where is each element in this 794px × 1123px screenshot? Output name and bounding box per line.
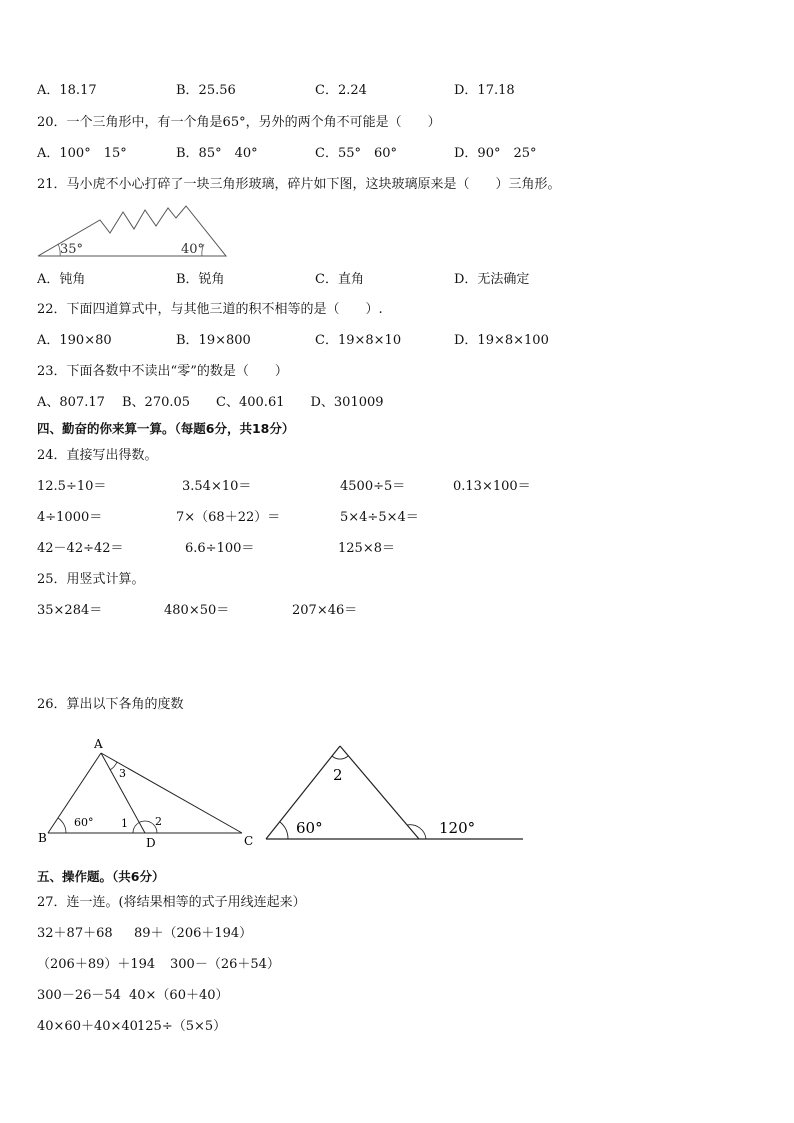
q20-option-d: D．90° 25° — [454, 146, 537, 161]
q26-point-b: B — [38, 831, 47, 845]
q24-item: 5×4÷5×4＝ — [340, 510, 419, 525]
q22-option-a: A．190×80 — [37, 333, 112, 348]
q19-option-c: C．2.24 — [315, 83, 367, 98]
q21-option-b: B．锐角 — [176, 272, 225, 287]
q21-option-a: A．钝角 — [37, 272, 86, 287]
q25-item: 207×46＝ — [292, 603, 358, 618]
q26-angle-b-label: 60° — [74, 816, 94, 829]
q26-figure2-angle-2-label: 2 — [333, 766, 343, 784]
q20-option-b: B．85° 40° — [176, 146, 258, 161]
q26-angle-1-label: 1 — [121, 817, 128, 830]
q27-right-expression: 125÷（5×5） — [137, 1019, 227, 1034]
q20-question: 20．一个三角形中，有一个角是65°，另外的两个角不可能是（ ） — [37, 115, 441, 130]
q24-item: 4÷1000＝ — [37, 510, 103, 525]
q27-left-expression: 300－26－54 — [37, 988, 121, 1003]
q26-angle-2-label: 2 — [155, 815, 162, 828]
q24-item: 125×8＝ — [338, 541, 395, 556]
q22-option-d: D．19×8×100 — [454, 333, 549, 348]
q25-question: 25．用竖式计算。 — [37, 572, 145, 587]
q21-left-angle-label: 35° — [60, 242, 84, 257]
section-5-heading: 五、操作题。（共6分） — [37, 869, 165, 884]
q22-question: 22．下面四道算式中，与其他三道的积不相等的是（ ）. — [37, 302, 383, 317]
q24-item: 0.13×100＝ — [453, 479, 531, 494]
q26-figure2-left-angle-label: 60° — [296, 819, 323, 837]
q26-point-a: A — [94, 737, 103, 751]
q26-figure2-exterior-angle-label: 120° — [439, 819, 476, 837]
q21-right-angle-label: 40° — [181, 242, 205, 257]
q20-option-c: C．55° 60° — [315, 146, 398, 161]
q27-left-expression: 40×60＋40×40 — [37, 1019, 138, 1034]
section-4-heading: 四、勤奋的你来算一算。（每题6分，共18分） — [37, 421, 295, 436]
q26-angle-3-label: 3 — [119, 767, 126, 780]
q25-item: 480×50＝ — [164, 603, 230, 618]
q24-item: 12.5÷10＝ — [37, 479, 107, 494]
q21-question: 21．马小虎不小心打碎了一块三角形玻璃，碎片如下图，这块玻璃原来是（ ）三角形。 — [37, 177, 561, 192]
q27-right-expression: 300－（26＋54） — [170, 957, 280, 972]
q24-item: 3.54×10＝ — [182, 479, 252, 494]
q23-question: 23．下面各数中不读出“零”的数是（ ） — [37, 364, 288, 379]
q20-option-a: A．100° 15° — [37, 146, 127, 161]
q27-question: 27．连一连。(将结果相等的式子用线连起来） — [37, 895, 306, 910]
q26-point-d: D — [146, 836, 156, 850]
q27-left-expression: （206＋89）＋194 — [37, 957, 156, 972]
q24-question: 24．直接写出得数。 — [37, 448, 158, 463]
q24-item: 7×（68＋22）＝ — [176, 510, 281, 525]
q24-item: 42－42÷42＝ — [37, 541, 124, 556]
q26-question: 26．算出以下各角的度数 — [37, 697, 184, 712]
q22-option-b: B．19×800 — [176, 333, 251, 348]
q27-right-expression: 40×（60＋40） — [129, 988, 229, 1003]
q24-item: 6.6÷100＝ — [185, 541, 255, 556]
q27-left-expression: 32＋87＋68 — [37, 926, 113, 941]
q19-option-a: A．18.17 — [37, 83, 97, 98]
q26-triangle-abc-figure — [30, 732, 260, 852]
q21-option-d: D．无法确定 — [454, 272, 530, 287]
q27-right-expression: 89＋（206＋194） — [134, 926, 253, 941]
q25-item: 35×284＝ — [37, 603, 103, 618]
q19-option-d: D．17.18 — [454, 83, 515, 98]
q26-exterior-angle-figure — [262, 742, 528, 848]
q21-option-c: C．直角 — [315, 272, 364, 287]
q23-options: A、807.17 B、270.05 C、400.61 D、301009 — [37, 395, 384, 410]
q21-broken-glass-figure — [36, 204, 232, 262]
q24-item: 4500÷5＝ — [340, 479, 406, 494]
q19-option-b: B．25.56 — [176, 83, 236, 98]
q26-point-c: C — [244, 834, 254, 848]
q22-option-c: C．19×8×10 — [315, 333, 402, 348]
